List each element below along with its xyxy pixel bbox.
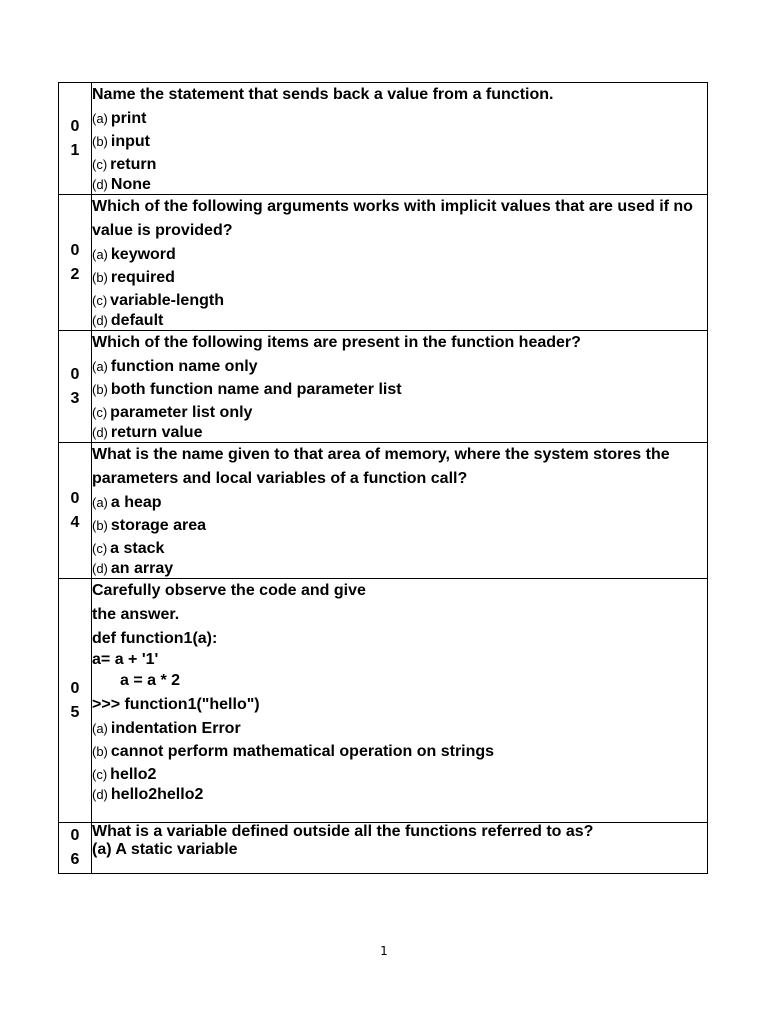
question-number-digit: 6 [70, 851, 80, 868]
option-letter: (d) [92, 787, 108, 802]
question-row-1 [59, 83, 708, 195]
option-c [92, 763, 707, 786]
option-text: a stack [110, 540, 165, 557]
question-text: Which of the following arguments works with implicit values that are used if no value is provided? [92, 198, 693, 239]
option-text: return value [110, 424, 203, 441]
question-number-digit: 0 [70, 365, 80, 383]
option-text: function name only [110, 358, 258, 375]
option-text: an array [110, 560, 174, 577]
option-letter: (a) [92, 495, 108, 510]
question-number-digit: 4 [70, 513, 80, 531]
option-d [92, 176, 707, 194]
option-b [92, 514, 707, 537]
option-letter: (b) [92, 134, 108, 149]
option-text: parameter list only [110, 404, 253, 421]
option-letter: (c) [92, 157, 108, 172]
question-number-digit: 0 [70, 117, 80, 135]
option-a [92, 491, 707, 514]
question-text: Carefully observe the code and give [92, 582, 366, 599]
option-letter: (a) [92, 111, 108, 126]
question-number-digit: 0 [70, 827, 80, 844]
option-text: return [110, 156, 157, 173]
option-letter: (b) [92, 744, 108, 759]
option-c [92, 537, 707, 560]
question-number-digit: 0 [70, 489, 80, 507]
question-content [92, 83, 708, 195]
option-d [92, 312, 707, 330]
option-text: both function name and parameter list [110, 381, 402, 398]
option-letter: (a) [92, 359, 108, 374]
option-letter: (a) [92, 721, 108, 736]
option-text: None [110, 176, 151, 193]
question-number [59, 83, 92, 195]
option-c [92, 153, 707, 176]
question-number [59, 331, 92, 443]
option-letter: (c) [92, 541, 108, 556]
question-content [92, 443, 708, 579]
question-text: the answer. [92, 606, 180, 623]
option-a [92, 243, 707, 266]
option-text: cannot perform mathematical operation on strings [110, 743, 495, 760]
question-row-5 [59, 579, 708, 823]
option-letter: (c) [92, 405, 108, 420]
question-text: What is a variable defined outside all the functions referred to as? [92, 823, 594, 840]
question-text: Name the statement that sends back a value from a function. [92, 86, 554, 103]
option-text: hello2 [110, 766, 157, 783]
question-content [92, 579, 708, 823]
option-a [92, 355, 707, 378]
question-number [59, 443, 92, 579]
question-text: (a) A static variable [92, 841, 238, 858]
option-b [92, 740, 707, 763]
option-c [92, 289, 707, 312]
option-letter: (d) [92, 313, 108, 328]
option-text: variable-length [110, 292, 224, 309]
option-letter: (b) [92, 518, 108, 533]
code-line: >>> function1("hello") [92, 696, 260, 713]
option-c [92, 401, 707, 424]
option-text: hello2hello2 [110, 786, 204, 803]
option-text: keyword [110, 246, 176, 263]
question-number-digit: 1 [70, 141, 80, 159]
question-number [59, 579, 92, 823]
question-number [59, 823, 92, 874]
question-content [92, 823, 708, 874]
option-b [92, 130, 707, 153]
question-row-3 [59, 331, 708, 443]
page-number: 1 [380, 944, 388, 958]
option-text: required [110, 269, 175, 286]
question-number [59, 195, 92, 331]
question-number-digit: 3 [70, 389, 80, 407]
option-text: storage area [110, 517, 207, 534]
option-text: print [110, 110, 147, 127]
question-text: What is the name given to that area of memory, where the system stores the parameters and local variables of a function call? [92, 446, 670, 487]
quiz-table [58, 82, 708, 874]
option-d [92, 424, 707, 442]
option-letter: (b) [92, 270, 108, 285]
question-number-digit: 5 [70, 703, 80, 721]
code-line: a= a + '1' [92, 651, 159, 668]
question-number-digit: 0 [70, 679, 80, 697]
question-content [92, 331, 708, 443]
option-d [92, 786, 707, 804]
option-letter: (d) [92, 425, 108, 440]
question-text: Which of the following items are present in the function header? [92, 334, 581, 351]
option-a [92, 717, 707, 740]
option-letter: (c) [92, 293, 108, 308]
question-number-digit: 0 [70, 241, 80, 259]
question-number-digit: 2 [70, 265, 80, 283]
option-text: indentation Error [110, 720, 241, 737]
option-d [92, 560, 707, 578]
code-line: a = a * 2 [120, 672, 181, 689]
option-letter: (a) [92, 247, 108, 262]
question-row-2 [59, 195, 708, 331]
option-b [92, 378, 707, 401]
option-text: default [110, 312, 164, 329]
question-content [92, 195, 708, 331]
option-a [92, 107, 707, 130]
option-text: a heap [110, 494, 162, 511]
code-line: def function1(a): [92, 630, 218, 647]
option-letter: (b) [92, 382, 108, 397]
option-text: input [110, 133, 150, 150]
option-letter: (d) [92, 561, 108, 576]
option-letter: (c) [92, 767, 108, 782]
question-row-6 [59, 823, 708, 874]
option-b [92, 266, 707, 289]
option-letter: (d) [92, 177, 108, 192]
question-row-4 [59, 443, 708, 579]
